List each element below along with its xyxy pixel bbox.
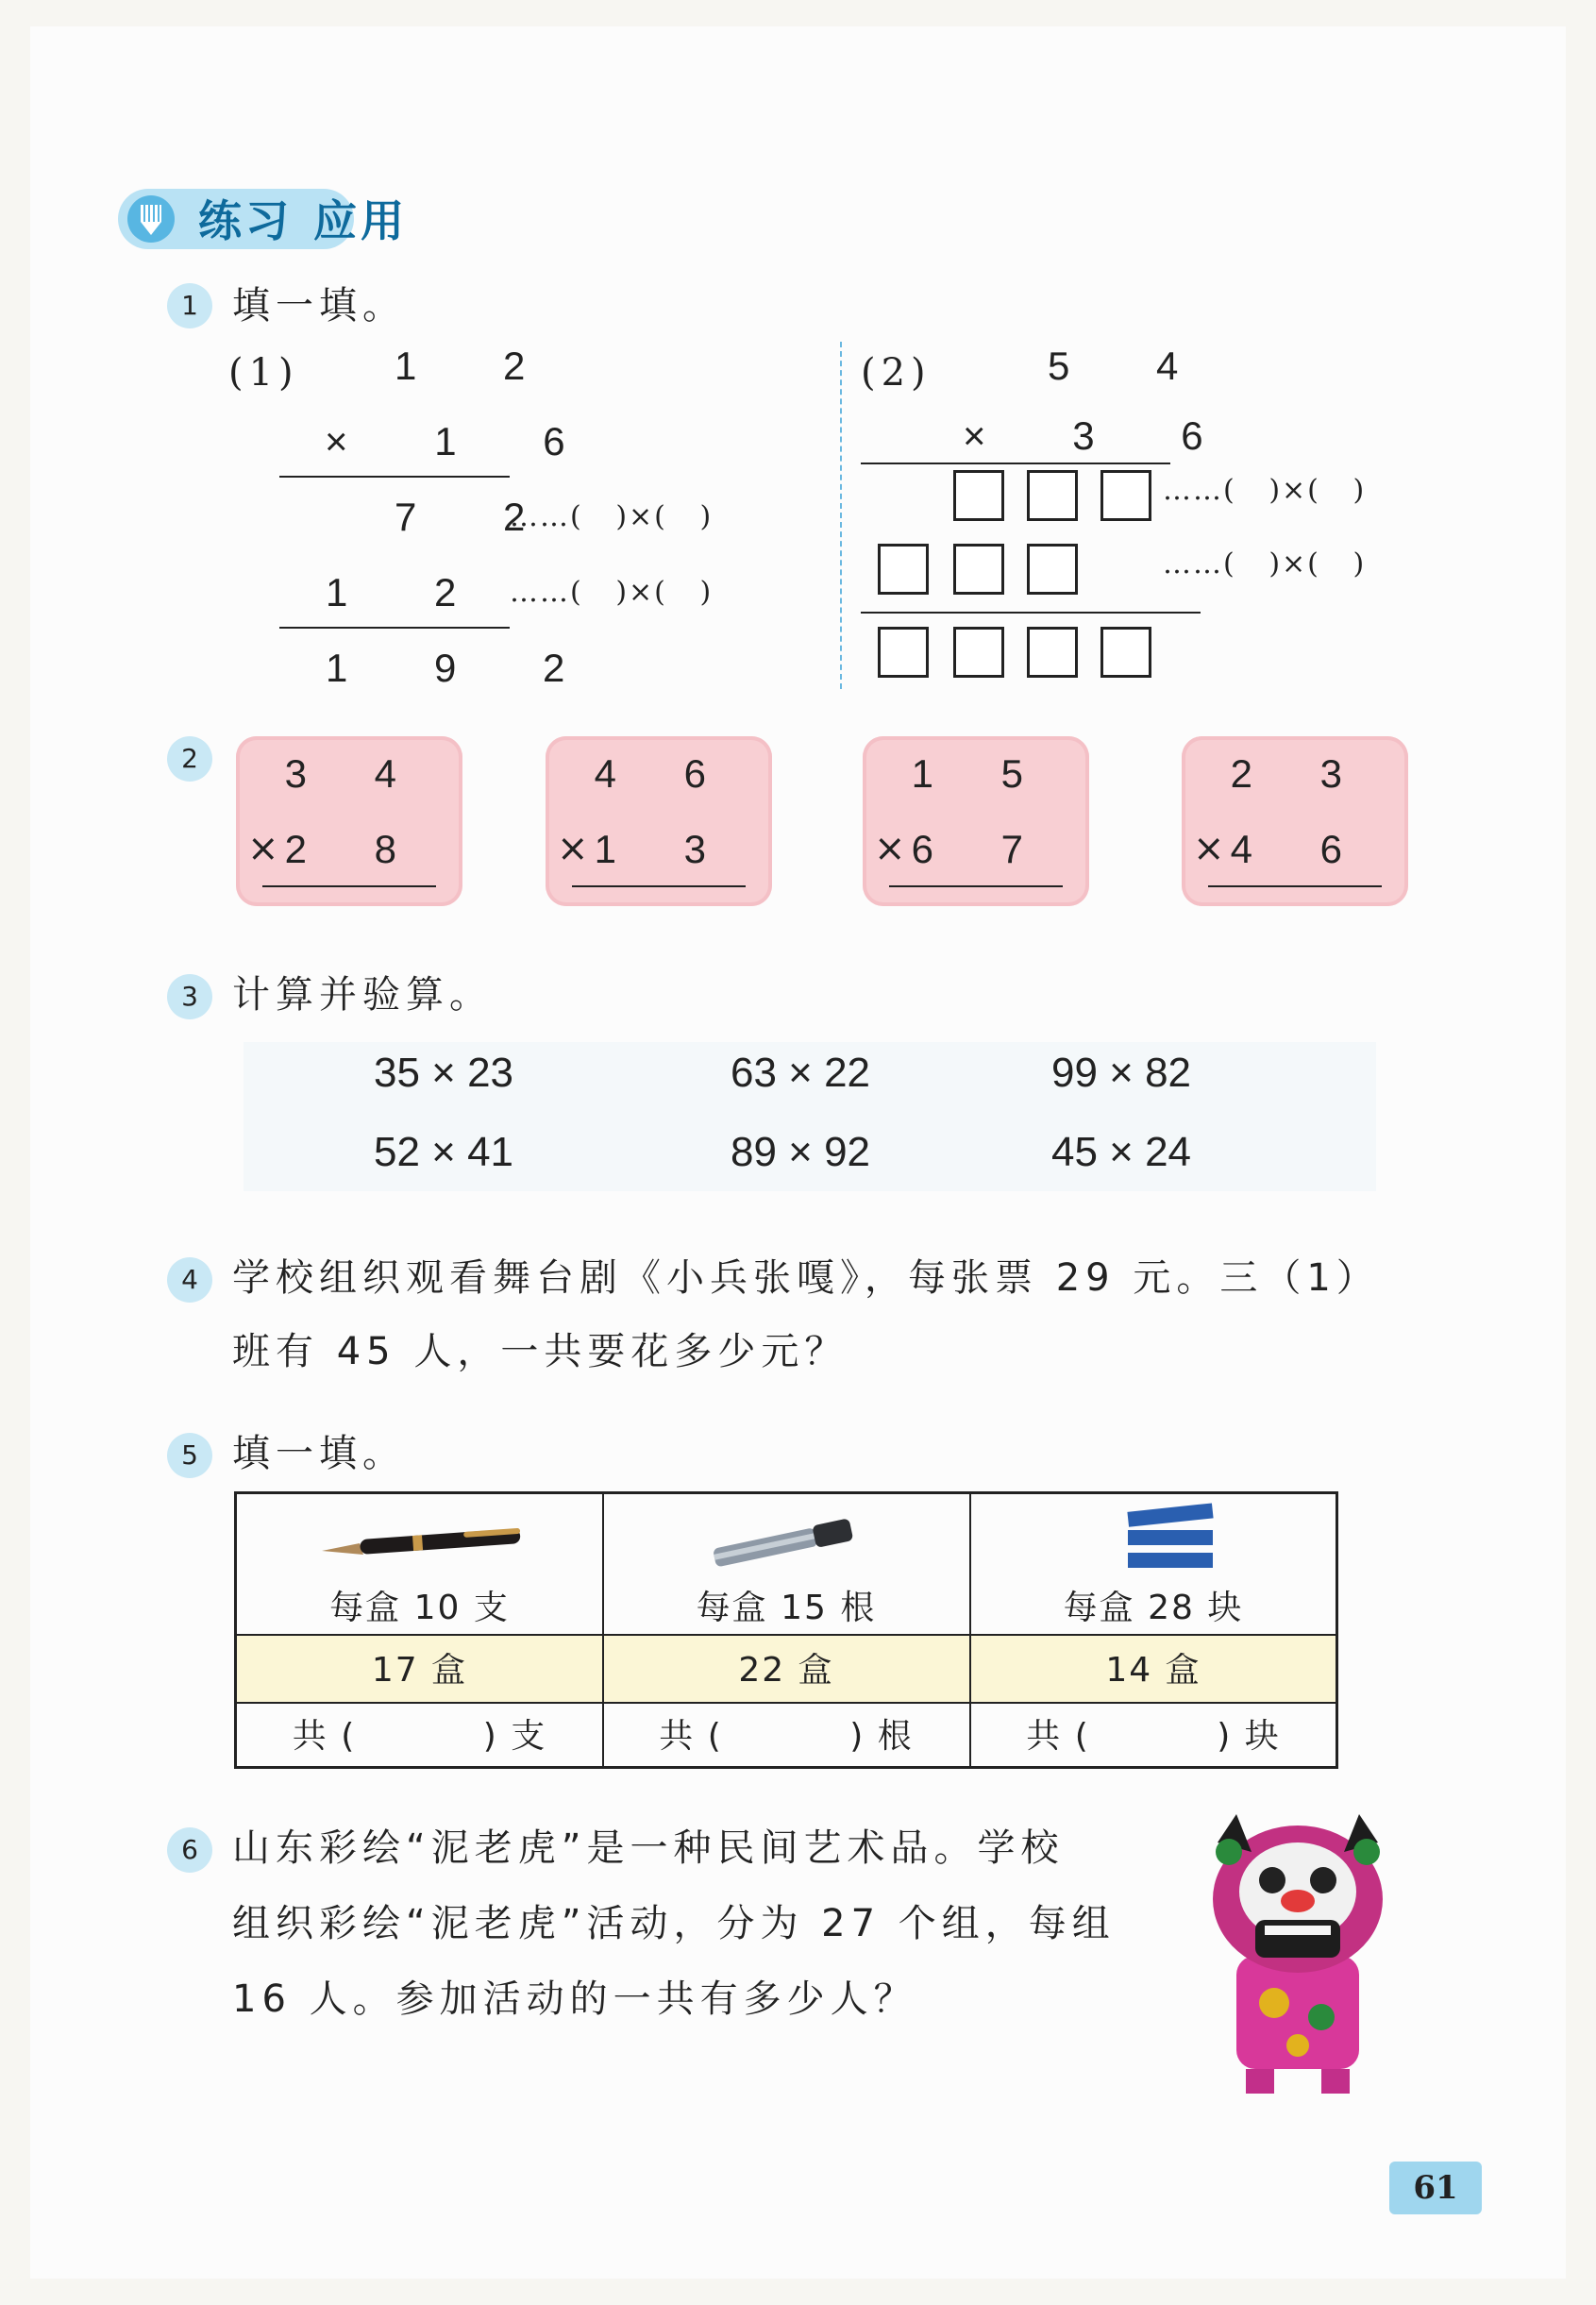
page-number: 61 bbox=[1389, 2162, 1482, 2214]
card-bottom: 6 7 bbox=[911, 827, 1051, 871]
question-text-line-1: 学校组织观看舞台剧《小兵张嘎》，每张票 29 元。三（1） bbox=[232, 1256, 1380, 1300]
table-divider bbox=[237, 1634, 1336, 1636]
blank-multiplication-1: ……( )×( ) bbox=[1163, 474, 1367, 507]
question-number: 3 bbox=[167, 974, 212, 1019]
card-bottom: 1 3 bbox=[594, 827, 734, 871]
multiplicand: 5 4 bbox=[1048, 344, 1217, 388]
question-number: 4 bbox=[167, 1257, 212, 1303]
boxes-count: 14 盒 bbox=[1105, 1651, 1201, 1690]
rule bbox=[279, 476, 510, 478]
answer-box[interactable] bbox=[1100, 627, 1151, 678]
question-text-line-1: 山东彩绘“泥老虎”是一种民间艺术品。学校 bbox=[232, 1826, 1065, 1870]
card-top: 1 5 bbox=[911, 751, 1051, 796]
expression: 89 × 92 bbox=[731, 1129, 871, 1175]
answer-box[interactable] bbox=[878, 544, 929, 595]
total-blank[interactable]: 共 ( ) 支 bbox=[292, 1717, 547, 1756]
expression: 99 × 82 bbox=[1051, 1050, 1192, 1096]
expression: 52 × 41 bbox=[374, 1129, 514, 1175]
product: 1 9 2 bbox=[326, 646, 603, 690]
expression: 45 × 24 bbox=[1051, 1129, 1192, 1175]
answer-box[interactable] bbox=[953, 544, 1004, 595]
answer-box[interactable] bbox=[878, 627, 929, 678]
answer-box[interactable] bbox=[953, 470, 1004, 521]
card-top: 2 3 bbox=[1230, 751, 1370, 796]
boxes-count: 22 盒 bbox=[738, 1651, 834, 1690]
blank-multiplication-2: ……( )×( ) bbox=[510, 576, 714, 609]
multiplier: × 1 6 bbox=[325, 419, 603, 463]
times-sign: × bbox=[247, 827, 279, 870]
question-text-line-2: 班有 45 人，一共要花多少元？ bbox=[232, 1330, 848, 1373]
question-text: 填一填。 bbox=[232, 1432, 406, 1475]
multiplier: × 3 6 bbox=[963, 413, 1241, 458]
total-blank[interactable]: 共 ( ) 根 bbox=[659, 1717, 914, 1756]
divider bbox=[840, 342, 842, 689]
answer-box[interactable] bbox=[1027, 470, 1078, 521]
unit-label: 每盒 15 根 bbox=[696, 1589, 877, 1627]
times-sign: × bbox=[557, 827, 589, 870]
expression: 63 × 22 bbox=[731, 1050, 871, 1096]
partial-product-1: 7 2 bbox=[395, 495, 563, 539]
clay-tiger-illustration bbox=[1199, 1814, 1397, 2101]
blank-multiplication-1: ……( )×( ) bbox=[510, 500, 714, 533]
multiplication-card bbox=[236, 736, 462, 906]
rule bbox=[279, 627, 510, 629]
rule bbox=[1208, 885, 1382, 887]
blank-multiplication-2: ……( )×( ) bbox=[1163, 547, 1367, 580]
section-title: 练习 bbox=[198, 195, 293, 246]
times-sign: × bbox=[1193, 827, 1225, 870]
rule bbox=[861, 612, 1201, 614]
times-sign: × bbox=[874, 827, 906, 870]
question-text: 计算并验算。 bbox=[232, 973, 493, 1017]
section-subtitle: 应用 bbox=[313, 195, 408, 246]
answer-box[interactable] bbox=[1100, 470, 1151, 521]
unit-label: 每盒 10 支 bbox=[329, 1589, 510, 1627]
marker-icon bbox=[709, 1515, 860, 1572]
question-text: 填一填。 bbox=[232, 284, 406, 328]
table-divider bbox=[237, 1702, 1336, 1704]
question-number: 2 bbox=[167, 736, 212, 782]
expression: 35 × 23 bbox=[374, 1050, 514, 1096]
rule bbox=[262, 885, 436, 887]
multiplication-card bbox=[863, 736, 1089, 906]
rule bbox=[861, 463, 1170, 464]
blocks-icon bbox=[1124, 1502, 1218, 1581]
card-bottom: 2 8 bbox=[284, 827, 425, 871]
boxes-count: 17 盒 bbox=[371, 1651, 468, 1690]
part-label: (2) bbox=[861, 351, 932, 395]
card-bottom: 4 6 bbox=[1230, 827, 1370, 871]
question-number: 1 bbox=[167, 283, 212, 328]
multiplication-card bbox=[546, 736, 772, 906]
multiplication-card bbox=[1182, 736, 1408, 906]
fountain-pen-icon bbox=[322, 1521, 529, 1566]
multiplicand: 1 2 bbox=[395, 344, 563, 388]
card-top: 4 6 bbox=[594, 751, 734, 796]
partial-product-2: 1 2 bbox=[326, 570, 495, 614]
fill-in-table bbox=[234, 1491, 1338, 1769]
question-text-line-2: 组织彩绘“泥老虎”活动，分为 27 个组，每组 bbox=[232, 1902, 1116, 1945]
part-label: (1) bbox=[228, 351, 299, 395]
card-top: 3 4 bbox=[284, 751, 425, 796]
unit-label: 每盒 28 块 bbox=[1063, 1589, 1244, 1627]
rule bbox=[889, 885, 1063, 887]
answer-box[interactable] bbox=[1027, 544, 1078, 595]
answer-box[interactable] bbox=[1027, 627, 1078, 678]
answer-box[interactable] bbox=[953, 627, 1004, 678]
rule bbox=[572, 885, 746, 887]
total-blank[interactable]: 共 ( ) 块 bbox=[1026, 1717, 1281, 1756]
question-number: 5 bbox=[167, 1433, 212, 1478]
question-number: 6 bbox=[167, 1827, 212, 1873]
pencil-icon bbox=[127, 195, 175, 243]
question-text-line-3: 16 人。参加活动的一共有多少人？ bbox=[232, 1977, 917, 2021]
